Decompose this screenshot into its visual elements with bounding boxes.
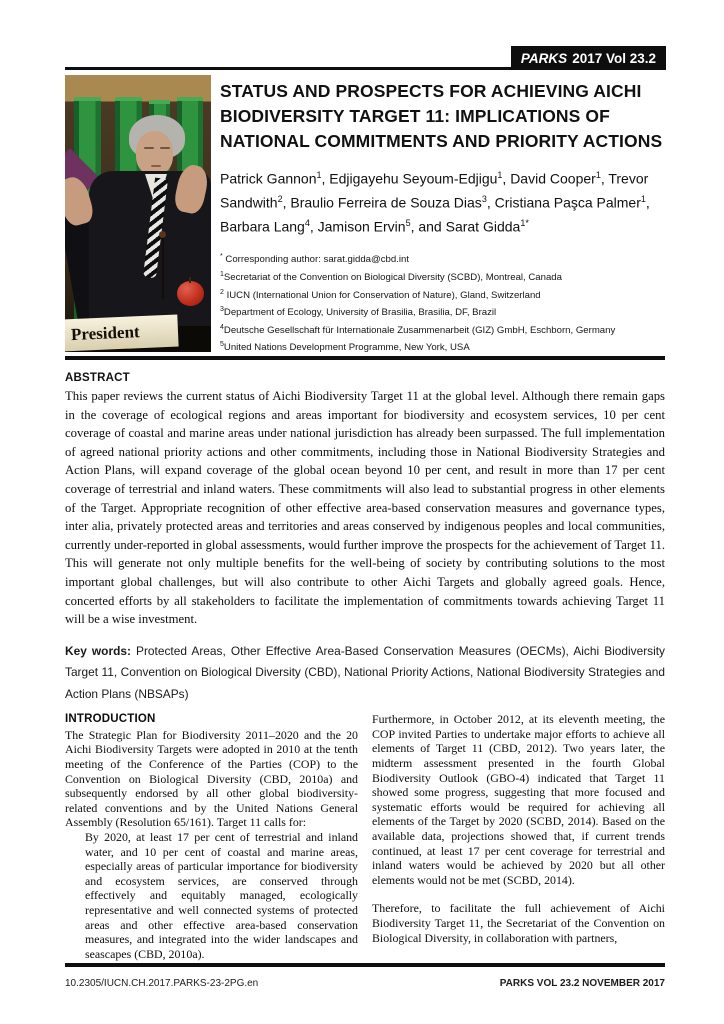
- keywords-text: Protected Areas, Other Effective Area-Based Conservation Measures (OECMs), Aichi Biodiversity Target 11, Convention on Biological Diversity (CBD), National Priority Actions, National Biodiversity Strategies and Action Plans (NBSAPs): [65, 643, 666, 701]
- nameplate-label: President: [70, 322, 140, 345]
- footnote-marker: 5: [220, 341, 224, 349]
- apple: [177, 281, 204, 306]
- apple-stem: [189, 277, 191, 283]
- speaker-eye: [160, 147, 170, 149]
- intro-paragraph: Furthermore, in October 2012, at its eleventh meeting, the COP invited Parties to undertake major efforts to achieve all elements of Target 11 (CBD, 2012). Two years later, the midterm assessment presented in the fourth Global Biodiversity Outlook (GBO-4) indicated that Target 11 showed some progress, suggesting that more focused and systematic efforts would be required for achieving all elements of the Target by 2020 (SCBD, 2014). Based on the available data, projections showed that, if current trends continued, at least 17 per cent coverage for terrestrial and inland waters would be achieved by 2020 but all other elements would not be met (SCBD, 2014).: [372, 712, 665, 887]
- microphone-tip: [159, 231, 166, 238]
- title-block: [211, 75, 665, 356]
- section-rule-bottom: [65, 963, 665, 967]
- footnote: $^2$ IUCN (International Union for Conservation of Nature), Gland, Switzerland: [220, 288, 541, 301]
- footnote-marker: 2: [220, 288, 224, 296]
- footnote: $^1$Secretariat of the Convention on Biological Diversity (SCBD), Montreal, Canada: [220, 271, 562, 284]
- page-footer: [65, 978, 665, 989]
- article-title: STATUS AND PROSPECTS FOR ACHIEVING AICHI BIODIVERSITY TARGET 11: IMPLICATIONS OF NATIONAL COMMITMENTS AND PRIORITY ACTIONS: [220, 81, 663, 151]
- hero-section: [65, 75, 665, 356]
- conference-photo: [65, 75, 211, 352]
- section-rule-top: [65, 356, 665, 360]
- author-affiliation-superscript: 1: [595, 170, 601, 180]
- journal-volume-text: PARKS VOL 23.2 NOVEMBER 2017: [499, 977, 665, 989]
- footnote-list: [220, 250, 665, 356]
- footnote: * Corresponding author: sarat.gidda@cbd.int: [220, 253, 410, 266]
- introduction-heading: INTRODUCTION: [65, 713, 156, 726]
- speaker-mouth: [151, 165, 161, 167]
- speaker-face: [136, 131, 173, 175]
- author-affiliation-superscript: 1: [316, 170, 322, 180]
- journal-name: PARKS: [520, 50, 568, 66]
- keywords-label: Key words:: [65, 643, 131, 658]
- abstract-body: This paper reviews the current status of Aichi Biodiversity Target 11 at the global level. Although there remain gaps in the coverage of ecological regions and areas important for biodiversity and ecosystem services, 10 per cent coverage of coastal and marine areas under national jurisdiction has already been surpassed. The full implementation of agreed national priority actions and other commitments, including those in National Biodiversity Strategies and Action Plans, will expand coverage of the global ocean beyond 10 per cent, and result in more than 17 per cent coverage of terrestrial and inland waters. These commitments will also lead to substantial progress in other elements of the Target. Appropriate recognition of other effective area-based conservation measures and governance types, inter alia, privately protected areas and territories and areas conserved by indigenous peoples and local communities, currently under-reported in global assessments, would further improve the prospects for the achievement of Target 11. This will generate not only multiple benefits for the well-being of society by contributing solutions to the most important global challenges, but will also contribute to other Aichi Targets and globally agreed goals. Hence, concerted efforts by all stakeholders to facilitate the implementation of commitments towards achieving Target 11 will be a wise investment.: [65, 389, 665, 627]
- target-11-quote: By 2020, at least 17 per cent of terrestrial and inland water, and 10 per cent of coastal and marine areas, especially areas of particular importance for biodiversity and ecosystem services, are conserved through effectively and equitably managed, ecologically representative and well connected systems of protected areas and other effective area-based conservation measures, and integrated into the wider landscapes and seascapes (CBD, 2010a).: [85, 830, 358, 961]
- abstract-section: [65, 372, 665, 629]
- author-affiliation-superscript: 1: [497, 170, 503, 180]
- author-affiliation-superscript: 5: [405, 218, 411, 229]
- intro-paragraph: Therefore, to facilitate the full achievement of Aichi Biodiversity Target 11, the Secretariat of the Convention on Biological Diversity, in collaboration with partners,: [372, 901, 665, 945]
- keywords: [65, 641, 665, 706]
- footnote: $^5$United Nations Development Programme, New York, USA: [220, 341, 470, 354]
- footnote-marker: *: [220, 253, 223, 261]
- introduction-section: [65, 712, 665, 961]
- intro-right-column: [372, 712, 665, 961]
- author-affiliation-superscript: 2: [277, 194, 283, 205]
- author-affiliation-superscript: 4: [304, 218, 310, 229]
- author-affiliation-superscript: 3: [481, 194, 487, 205]
- footnote: $^4$Deutsche Gesellschaft für Internationale Zusammenarbeit (GIZ) GmbH, Eschborn, Germany: [220, 323, 616, 337]
- abstract-heading: ABSTRACT: [65, 372, 130, 385]
- doi-text: 10.2305/IUCN.CH.2017.PARKS-23-2PG.en: [65, 977, 259, 989]
- speaker-eye: [144, 147, 154, 149]
- intro-left-column: [65, 712, 358, 961]
- president-nameplate: [65, 314, 179, 351]
- footnote: $^3$Department of Ecology, University of Brasilia, Brasilia, DF, Brazil: [220, 306, 497, 319]
- intro-paragraph: The Strategic Plan for Biodiversity 2011–2020 and the 20 Aichi Biodiversity Targets were adopted in 2010 at the tenth meeting of the Conference of the Parties (COP) to the Convention on Biological Diversity (CBD, 2010a) and subsequently endorsed by all other global biodiversity-related conventions and by the United Nations General Assembly (Resolution 65/161). Target 11 calls for:: [65, 727, 358, 830]
- footnote-marker: 1: [220, 271, 224, 279]
- issue-label: 2017 Vol 23.2: [572, 50, 656, 66]
- footnote-marker: 3: [220, 306, 224, 314]
- footnote-marker: 4: [220, 323, 224, 331]
- author-affiliation-superscript: 1*: [520, 218, 529, 229]
- microphone: [162, 237, 164, 299]
- author-list: Patrick Gannon$^1$, Edjigayehu Seyoum-Edjigu$^1$, David Cooper$^1$, Trevor Sandwith$^2$, Braulio Ferreira de Souza Dias$^3$, Cristiana Paşca Palmer$^1$, Barbara Lang$^4$, Jamison Ervin$^5$, and Sarat Gidda$^{1*}$: [220, 170, 650, 235]
- author-affiliation-superscript: 1: [640, 194, 646, 205]
- issue-banner: [511, 46, 666, 70]
